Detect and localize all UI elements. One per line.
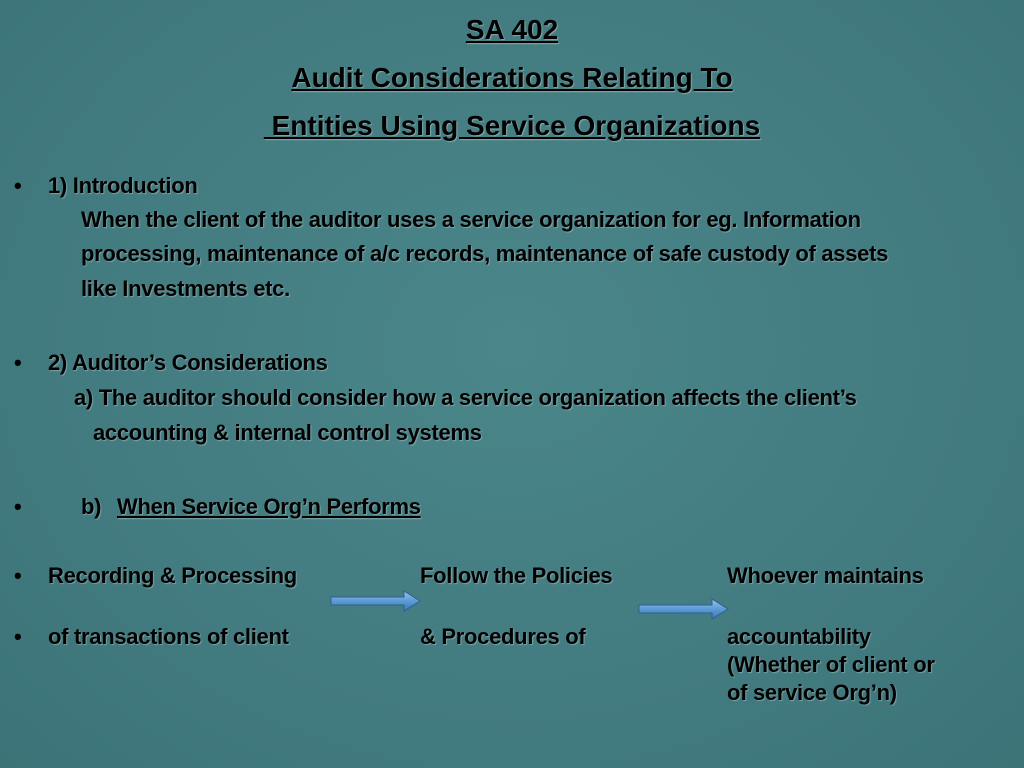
bullet: • xyxy=(14,494,22,519)
intro-line-3: like Investments etc. xyxy=(81,276,290,301)
bullet: • xyxy=(14,173,22,198)
title-line-2: Audit Considerations Relating To xyxy=(291,62,733,93)
right-arrow-icon xyxy=(638,597,730,621)
right-arrow-icon xyxy=(330,589,422,613)
flow-col3-line-3: (Whether of client or xyxy=(727,652,935,677)
flow-col1-line-2: of transactions of client xyxy=(48,624,289,649)
bullet: • xyxy=(14,350,22,375)
intro-heading: 1) Introduction xyxy=(48,173,198,198)
flow-col2-line-2: & Procedures of xyxy=(420,624,586,649)
intro-line-2: processing, maintenance of a/c records, maintenance of safe custody of assets xyxy=(81,241,889,266)
considerations-heading: 2) Auditor’s Considerations xyxy=(48,350,328,375)
flow-col3-line-1: Whoever maintains xyxy=(727,563,924,588)
bullet: • xyxy=(14,563,22,588)
intro-line-1: When the client of the auditor uses a service organization for eg. Information xyxy=(81,207,861,232)
considerations-line-2: accounting & internal control systems xyxy=(93,420,482,445)
title-line-3: Entities Using Service Organizations xyxy=(263,110,761,141)
flow-col3-line-4: of service Org’n) xyxy=(727,680,897,705)
flow-col2-line-1: Follow the Policies xyxy=(420,563,613,588)
title-line-1: SA 402 xyxy=(465,14,559,45)
flow-col1-line-1: Recording & Processing xyxy=(48,563,297,588)
considerations-line-1: a) The auditor should consider how a service organization affects the client’s xyxy=(74,385,857,410)
bullet: • xyxy=(14,624,22,649)
performs-prefix: b) xyxy=(81,494,102,519)
performs-heading: When Service Org’n Performs xyxy=(117,494,421,519)
flow-col3-line-2: accountability xyxy=(727,624,871,649)
